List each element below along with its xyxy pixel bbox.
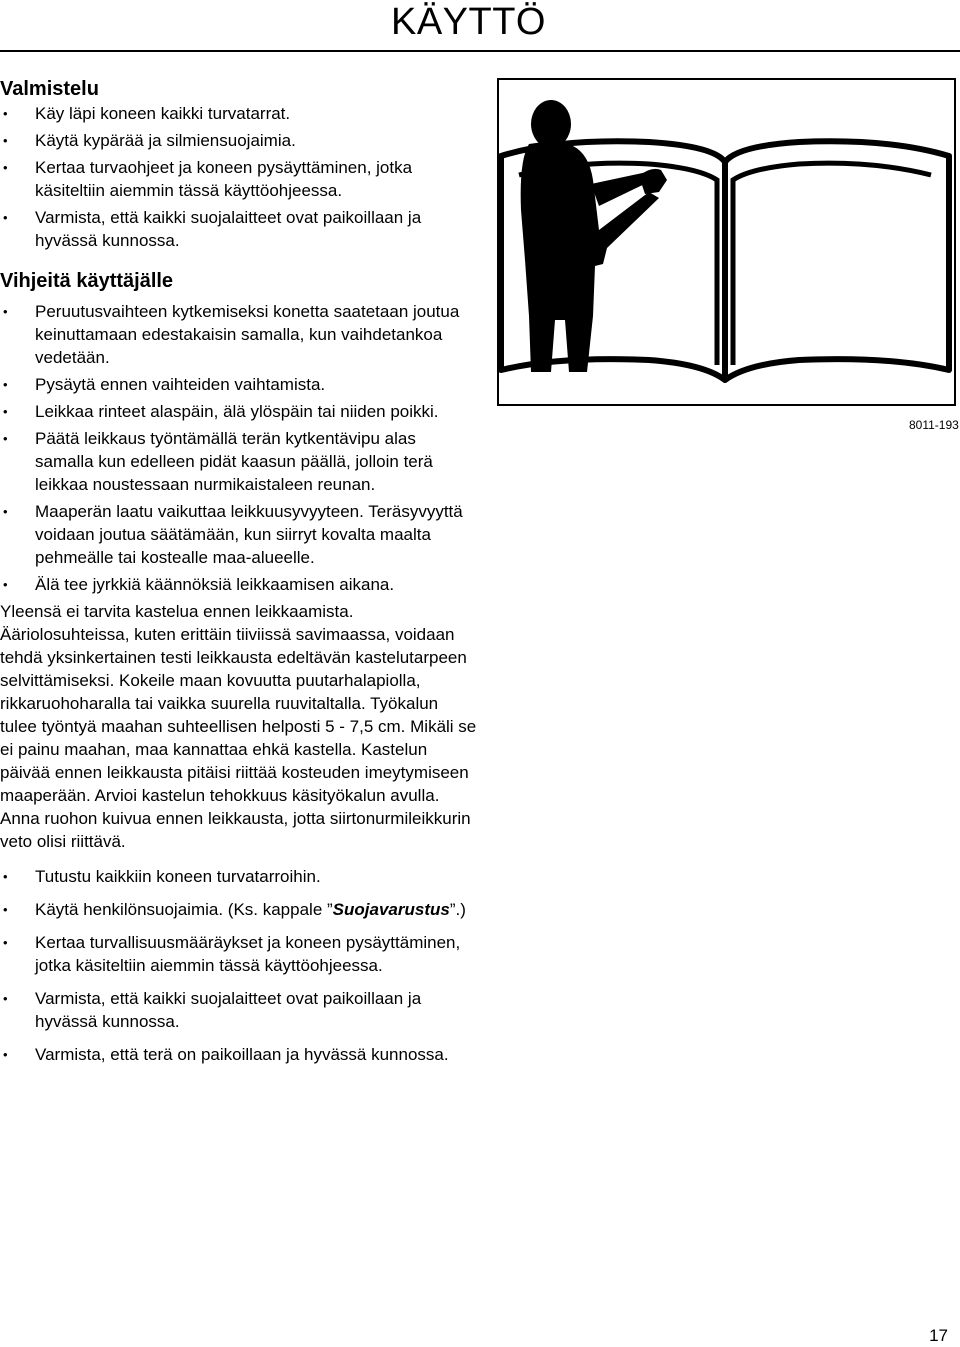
- list-item: • Pysäytä ennen vaihteiden vaihtamista.: [0, 373, 478, 396]
- list-item: • Älä tee jyrkkiä käännöksiä leikkaamisen aikana.: [0, 573, 478, 596]
- vihjeita-list: [0, 300, 478, 596]
- section-heading-valmistelu: Valmistelu: [0, 78, 99, 100]
- list-item: • Maaperän laatu vaikuttaa leikkuusyvyyteen. Teräsyvyyttä voidaan joutua säätämään, kun siirryt kovalta maalta pehmeälle tai kostealle maa-alueelle.: [0, 500, 478, 569]
- list-item: • Kertaa turvaohjeet ja koneen pysäyttäminen, jotka käsiteltiin aiemmin tässä käyttöohjeessa.: [0, 156, 478, 202]
- list-item: • Varmista, että kaikki suojalaitteet ovat paikoillaan ja hyvässä kunnossa.: [0, 206, 478, 252]
- list-item: • Varmista, että terä on paikoillaan ja hyvässä kunnossa.: [0, 1043, 478, 1066]
- emphasis-suojavarustus: Suojavarustus: [332, 900, 450, 919]
- list-item: [0, 898, 478, 921]
- figure-code: 8011-193: [909, 418, 959, 432]
- item-suffix: ”.): [449, 900, 466, 919]
- list-item: • Peruutusvaihteen kytkemiseksi konetta saatetaan joutua keinuttamaan edestakaisin samalla, kun vaihdetankoa vedetään.: [0, 300, 478, 369]
- list-item: • Päätä leikkaus työntämällä terän kytkentävipu alas samalla kun edelleen pidät kaasun päällä, jolloin terä leikkaa noustessaan nurmikaistaleen reunan.: [0, 427, 478, 496]
- watering-paragraph: Yleensä ei tarvita kastelua ennen leikkaamista. Ääriolosuhteissa, kuten erittäin tiiviissä savimaassa, voidaan tehdä yksinkertainen testi leikkausta edeltävän kastelutarpeen selvittämiseksi. Kokeile maan kovuutta puutarhalapiolla, rikkaruohoharalla tai vaikka suurella ruuvitaltalla. Työkalun tulee työntyä maahan suhteellisen helposti 5 - 7,5 cm. Mikäli se ei painu maahan, maa kannattaa ehkä kastella. Kastelun päivää ennen leikkausta pitäisi riittää kosteuden imeytymiseen maaperään. Arvioi kastelun tehokkuus käsityökalun avulla. Anna ruohon kuivua ennen leikkausta, jotta siirtonurmileikkurin veto olisi riittävä.: [0, 602, 477, 851]
- final-list: [0, 865, 478, 1066]
- list-item: • Käy läpi koneen kaikki turvatarrat.: [0, 102, 478, 125]
- page-title: KÄYTTÖ: [390, 1, 546, 43]
- list-item: • Käytä kypärää ja silmiensuojaimia.: [0, 129, 478, 152]
- list-item: • Kertaa turvallisuusmääräykset ja koneen pysäyttäminen, jotka käsiteltiin aiemmin tässä käyttöohjeessa.: [0, 931, 478, 977]
- person-reading-manual-icon: [499, 80, 954, 404]
- list-item: • Varmista, että kaikki suojalaitteet ovat paikoillaan ja hyvässä kunnossa.: [0, 987, 478, 1033]
- list-item: • Tutustu kaikkiin koneen turvatarroihin.: [0, 865, 478, 888]
- section-heading-vihjeita: Vihjeitä käyttäjälle: [0, 270, 174, 292]
- valmistelu-list: [0, 102, 478, 252]
- item-prefix: Käytä henkilönsuojaimia. (Ks. kappale ”: [35, 900, 333, 919]
- main-content: [0, 76, 478, 1070]
- header-divider: [0, 50, 960, 52]
- page-number: 17: [929, 1326, 948, 1345]
- list-item: • Leikkaa rinteet alaspäin, älä ylöspäin tai niiden poikki.: [0, 400, 478, 423]
- manual-reading-illustration: [497, 78, 956, 406]
